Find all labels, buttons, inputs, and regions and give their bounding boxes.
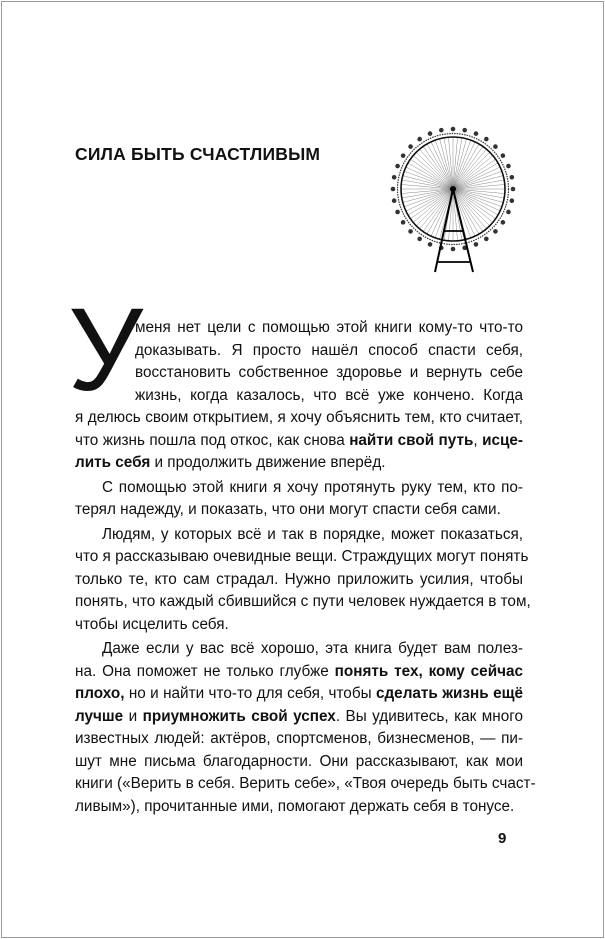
text-run: жизнь, когда казалось, что всё уже кончено. Когда <box>135 386 523 404</box>
bold-text: приумножить свой успех <box>142 707 336 725</box>
wheel-cabin <box>451 247 456 252</box>
page-number: 9 <box>498 830 507 847</box>
text-line <box>75 407 523 429</box>
wheel-cabin <box>474 131 479 136</box>
text-line <box>75 706 523 728</box>
text-run: только те, кто сам страдал. Нужно приложить усилия, чтобы <box>75 570 523 588</box>
wheel-cabin <box>510 175 515 180</box>
text-run: понять, что каждый сбившийся с пути человек нуждается в том, <box>75 593 531 610</box>
bold-text: сделать жизнь ещё <box>375 685 523 702</box>
bold-text: плохо, <box>75 685 125 702</box>
bold-text: исце- <box>482 431 523 449</box>
wheel-cabin <box>484 137 489 142</box>
text-run: меня нет цели с помощью этой книги кому-то что-то <box>135 319 523 336</box>
text-line <box>75 773 536 795</box>
text-run: ливым»), прочитанные ими, помогают держать себя в тонусе. <box>75 797 515 815</box>
wheel-cabin <box>439 128 444 133</box>
text-run: я делюсь своим открытием, я хочу объяснить тем, кто считает, <box>75 409 523 426</box>
text-run: С помощью этой книги я хочу протянуть руку тем, кто по- <box>102 478 523 496</box>
text-run: доказывать. Я просто нашёл способ спасти себя, <box>135 341 523 359</box>
wheel-cabin <box>392 198 397 203</box>
wheel-cabin <box>484 237 489 242</box>
text-line <box>135 362 523 384</box>
wheel-cabin <box>510 198 515 203</box>
text-run: известных людей: актёров, спортсменов, бизнесменов, — пи- <box>75 730 523 747</box>
wheel-cabin <box>506 210 511 215</box>
text-line <box>75 591 531 613</box>
text-line <box>75 614 523 636</box>
text-line <box>75 499 523 521</box>
wheel-cabin <box>428 242 433 247</box>
drop-cap: У <box>68 284 143 416</box>
text-line <box>75 728 523 750</box>
wheel-cabin <box>392 175 397 180</box>
wheel-cabin <box>401 153 406 158</box>
bold-text: понять тех, кому сейчас <box>334 662 523 680</box>
bold-text: найти свой путь <box>349 431 474 449</box>
wheel-cabin <box>501 153 506 158</box>
wheel-cabin <box>493 229 498 234</box>
wheel-cabin <box>395 210 400 215</box>
text-run: восстановить собственное здоровье и вернуть себе <box>135 364 523 381</box>
text-line <box>135 385 523 407</box>
text-line <box>135 317 523 339</box>
text-line <box>102 477 523 499</box>
wheel-cabin <box>474 242 479 247</box>
text-run: . Вы удивитесь, как много <box>335 707 524 725</box>
text-run: Людям, у которых всё и так в порядке, может показаться, <box>102 525 523 543</box>
text-run: Даже если у вас всё хорошо, эта книга будет вам полез- <box>102 640 523 657</box>
text-line <box>75 683 523 705</box>
wheel-cabin <box>417 137 422 142</box>
wheel-cabin <box>408 229 413 234</box>
text-run: чтобы исцелить себя. <box>75 615 229 633</box>
text-run: но и найти что-то для себя, чтобы <box>124 685 376 702</box>
text-line <box>75 546 529 568</box>
text-run: что жизнь пошла под откос, как снова <box>75 431 350 449</box>
wheel-cabin <box>391 187 396 192</box>
bold-text: лить себя <box>75 454 151 471</box>
wheel-cabin <box>501 220 506 225</box>
text-run: и продолжить движение вперёд. <box>150 454 386 471</box>
wheel-cabin <box>408 144 413 149</box>
chapter-title: СИЛА БЫТЬ СЧАСТЛИВЫМ <box>75 144 321 164</box>
text-line <box>75 452 523 474</box>
text-line <box>75 796 523 818</box>
ferris-wheel-illustration <box>385 120 525 280</box>
text-run: и <box>123 707 143 725</box>
wheel-cabin <box>451 127 456 132</box>
text-run: шут мне письма благодарности. Они рассказывают, как мои <box>75 752 523 770</box>
wheel-cabin <box>462 128 467 133</box>
wheel-cabin <box>401 220 406 225</box>
text-line <box>75 569 523 591</box>
bold-text: лучше <box>75 707 124 725</box>
wheel-cabin <box>395 164 400 169</box>
wheel-cabin <box>417 237 422 242</box>
wheel-cabin <box>511 187 516 192</box>
wheel-cabin <box>493 144 498 149</box>
text-run: книги («Верить в себя. Верить себе», «Твоя очередь быть счаст- <box>75 775 536 792</box>
text-line <box>102 524 523 546</box>
text-line <box>75 661 523 683</box>
text-line <box>75 430 523 452</box>
text-run: что я рассказываю очевидные вещи. Страждущих могут понять <box>75 548 529 565</box>
text-line <box>75 751 523 773</box>
wheel-cabin <box>506 164 511 169</box>
text-line <box>102 638 523 660</box>
text-run: на. Она поможет не только глубже <box>75 662 335 680</box>
text-run: , <box>473 431 483 449</box>
wheel-cabin <box>428 131 433 136</box>
text-run: терял надежду, и показать, что они могут спасти себя сами. <box>75 501 501 518</box>
text-line <box>135 340 523 362</box>
